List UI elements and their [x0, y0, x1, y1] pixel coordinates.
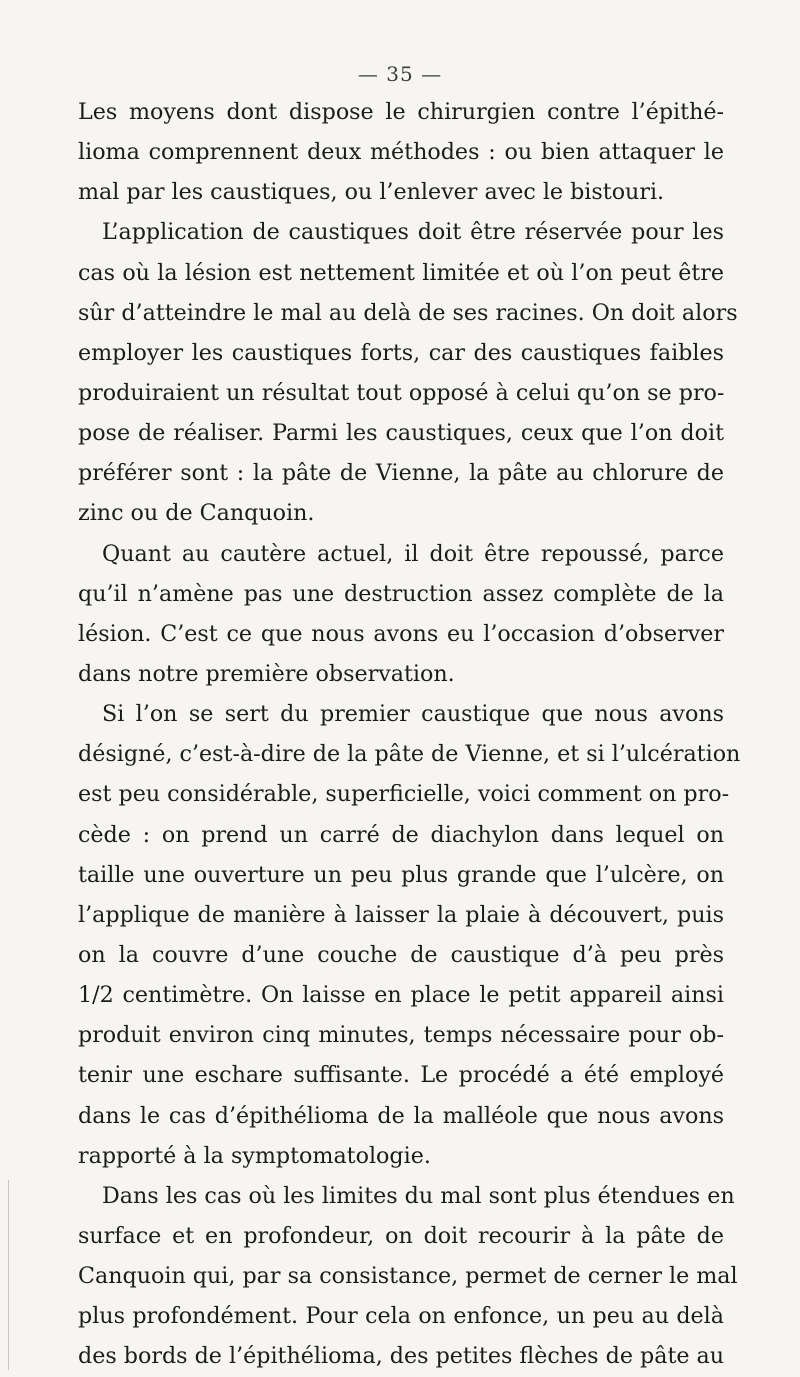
text-line: préférer sont : la pâte de Vienne, la pâte au chlorure de [78, 460, 724, 487]
text-line: employer les caustiques forts, car des caustiques faibles [78, 339, 724, 366]
text-line: produit environ cinq minutes, temps nécessaire pour ob- [78, 1022, 724, 1049]
text-line: des bords de l’épithélioma, des petites flèches de pâte au [78, 1343, 725, 1370]
page-number: — 35 — [357, 62, 443, 86]
text-line: cas où la lésion est nettement limitée et où l’on peut être [78, 259, 724, 286]
text-line: Les moyens dont dispose le chirurgien contre l’épithé- [78, 99, 724, 125]
text-line: surface et en profondeur, on doit recourir à la pâte de [78, 1222, 724, 1249]
text-line: rapporté à la symptomatologie. [78, 1142, 431, 1169]
paragraph [78, 1176, 738, 1377]
text-line: produiraient un résultat tout opposé à celui qu’on se pro- [78, 379, 725, 406]
text-line: dans le cas d’épithélioma de la malléole que nous avons [78, 1102, 724, 1129]
text-line: Dans les cas où les limites du mal sont plus étendues en [102, 1182, 735, 1209]
text-line: tenir une eschare suffisante. Le procédé a été employé [78, 1062, 724, 1089]
text-line: lioma comprennent deux méthodes : ou bien attaquer le [78, 139, 724, 166]
text-line: plus profondément. Pour cela on enfonce, un peu au delà [78, 1303, 724, 1330]
text-line: dans notre première observation. [78, 660, 455, 687]
paragraph [78, 212, 738, 533]
page-edge-line [8, 1180, 9, 1370]
text-line: sûr d’atteindre le mal au delà de ses racines. On doit alors [78, 299, 738, 326]
text-line: pose de réaliser. Parmi les caustiques, ceux que l’on doit [78, 420, 724, 447]
text-line: L’application de caustiques doit être réservée pour les [102, 219, 724, 246]
text-line: qu’il n’amène pas une destruction assez complète de la [78, 580, 724, 607]
text-line: est peu considérable, superficielle, voici comment on pro- [78, 781, 730, 808]
text-line: 1/2 centimètre. On laisse en place le petit appareil ainsi [78, 982, 724, 1009]
paragraph [78, 92, 724, 212]
text-line: Quant au cautère actuel, il doit être repoussé, parce [102, 540, 724, 567]
text-line: cède : on prend un carré de diachylon dans lequel on [78, 821, 724, 848]
text-line: Si l’on se sert du premier caustique que nous avons [102, 701, 724, 728]
text-line: on la couvre d’une couche de caustique d’à peu près [78, 941, 724, 968]
text-line: mal par les caustiques, ou l’enlever avec le bistouri. [78, 179, 665, 206]
text-line: désigné, c’est-à-dire de la pâte de Vienne, et si l’ulcération [78, 741, 741, 768]
text-line: l’applique de manière à laisser la plaie à découvert, puis [78, 901, 724, 928]
text-line: Canquoin qui, par sa consistance, permet de cerner le mal [78, 1263, 738, 1290]
body-text [78, 92, 741, 1377]
text-line: zinc ou de Canquoin. [78, 500, 315, 527]
paragraph [78, 534, 724, 695]
text-line: lésion. C’est ce que nous avons eu l’occasion d’observer [78, 620, 724, 647]
text-line: taille une ouverture un peu plus grande que l’ulcère, on [78, 861, 724, 888]
paragraph [78, 694, 741, 1176]
